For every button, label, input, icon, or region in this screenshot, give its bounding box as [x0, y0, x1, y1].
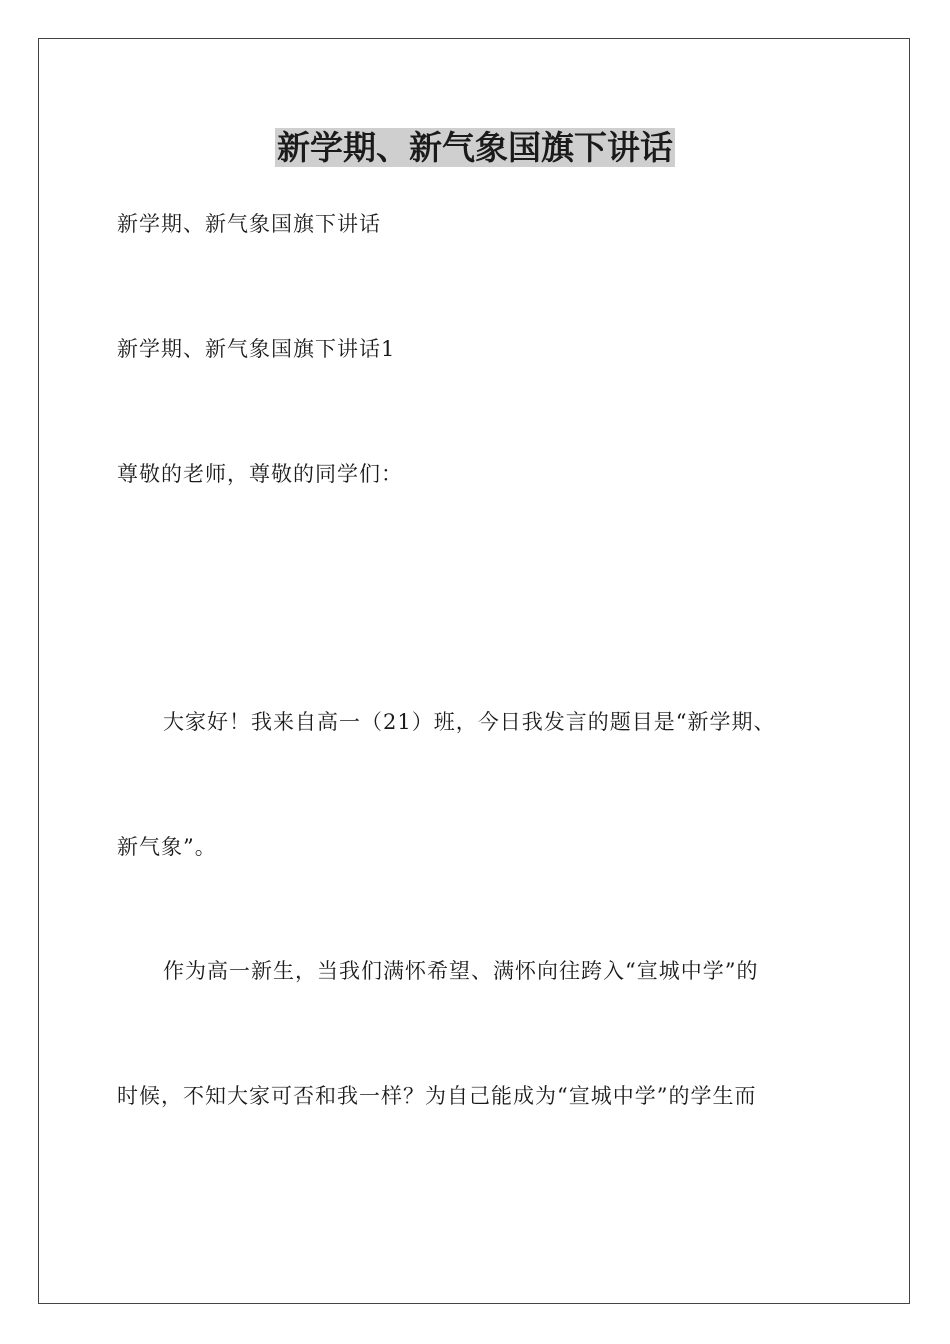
- subtitle-line: 新学期、新气象国旗下讲话: [117, 212, 381, 236]
- document-title: [0, 127, 950, 169]
- paragraph-2-line-2: 时候，不知大家可否和我一样？为自己能成为“宣城中学”的学生而: [117, 1084, 757, 1108]
- salutation: 尊敬的老师，尊敬的同学们：: [117, 462, 403, 486]
- section-heading: 新学期、新气象国旗下讲话1: [117, 337, 396, 361]
- paragraph-1-line-2: 新气象”。: [117, 835, 217, 859]
- paragraph-1-line-1: 大家好！我来自高一（21）班，今日我发言的题目是“新学期、: [163, 710, 776, 734]
- paragraph-2-line-1: 作为高一新生，当我们满怀希望、满怀向往跨入“宣城中学”的: [163, 959, 759, 983]
- document-title-text: 新学期、新气象国旗下讲话: [277, 128, 673, 167]
